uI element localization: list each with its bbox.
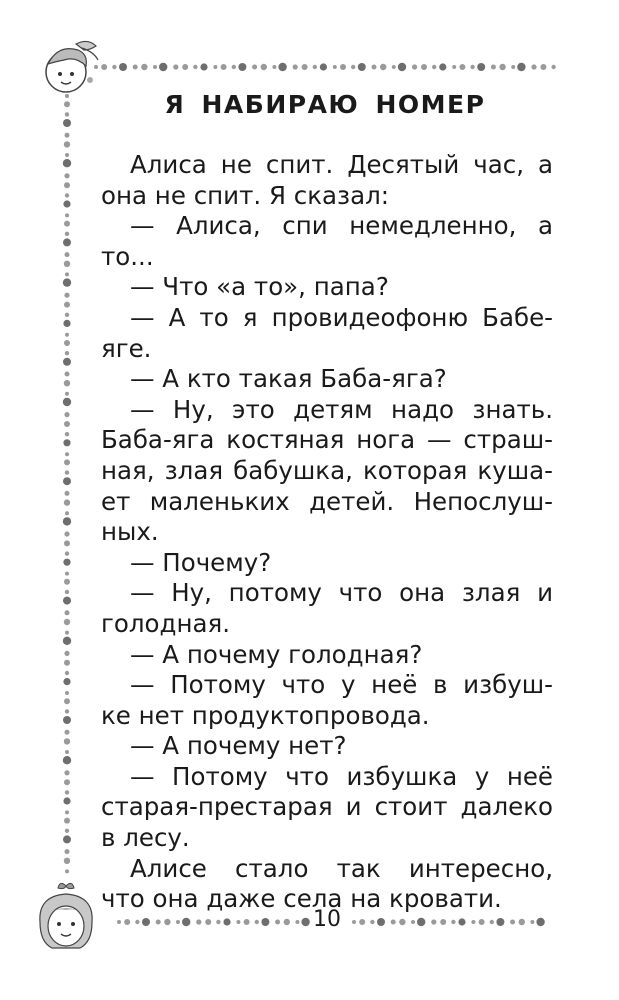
text-line: ке нет продуктопровода. [101,700,430,730]
decor-dot [65,94,69,98]
decor-dot [182,64,188,70]
decor-dot [65,849,70,854]
text-line: — Что «а то», папа? [130,272,389,302]
decor-dot [63,797,70,804]
decor-dot [517,63,525,71]
decor-dot [370,920,374,924]
decor-dot [417,918,425,926]
decor-dot [252,65,257,70]
decor-dot [64,818,70,824]
decor-dot [372,65,377,70]
decor-dot [452,65,456,69]
decor-dot [63,559,70,566]
text-line: — А почему голодная? [130,639,423,669]
decor-dot [65,133,70,138]
decor-dot [63,716,71,724]
decor-dot [223,918,230,925]
decor-dot [65,829,69,833]
decor-dot [221,64,227,70]
decor-dot [431,919,436,924]
decor-dot [64,293,69,298]
page-number: 10 [313,907,341,932]
decor-dot [392,65,396,69]
decor-dot [65,213,69,217]
decor-dot [64,459,70,465]
decor-dot [64,619,70,625]
decor-dot [64,221,70,227]
decor-dot [490,920,494,924]
decor-dot [164,919,170,925]
decor-dot [63,358,71,366]
decor-dot [411,920,415,924]
decor-dot [196,919,201,924]
text-line: ет маленьких детей. Непослуш- [101,486,553,516]
girl-face-icon [30,882,102,956]
decor-dot [133,65,138,70]
decor-dot [65,193,69,197]
decor-dot [213,65,217,69]
decor-dot [124,919,130,925]
decor-dot [119,63,127,71]
text-line: — Алиса, спи немедленно, а [130,211,553,241]
text-line: она не спит. Я сказал: [101,180,389,210]
decor-dot [64,770,69,775]
text-line: в лесу. [101,823,190,853]
chapter-text [101,150,553,915]
decor-dot [65,691,69,695]
decor-dot [65,810,69,814]
decor-dot [63,439,70,446]
decor-dot [261,918,269,926]
text-line: голодная. [101,608,231,638]
decor-dot [238,63,246,71]
decor-dot [65,252,70,257]
decor-dot [261,64,267,70]
decor-dot [64,421,70,427]
decor-dot [153,65,157,69]
decor-dot [295,920,299,924]
text-line: Баба-яга костяная нога — страш- [101,425,553,455]
left-dotted-border [60,92,74,882]
decor-dot [477,63,485,71]
top-dotted-border [92,60,562,74]
decor-dot [540,64,546,70]
decor-dot [471,920,475,924]
decor-dot [64,660,70,666]
decor-dot [65,671,69,675]
decor-dot [479,919,485,925]
decor-dot [64,858,70,864]
decor-dot [65,272,69,276]
decor-dot [380,64,386,70]
decor-dot [333,65,337,69]
text-line: — Потому что избушка у неё [130,761,553,791]
decor-dot [63,835,71,843]
decor-dot [182,918,190,926]
decor-dot [352,920,356,924]
decor-dot [65,709,69,713]
decor-dot [63,597,71,605]
decor-dot [278,63,286,71]
decor-dot [156,920,161,925]
decor-dot [65,112,69,116]
decor-dot [65,432,69,436]
decor-dot [65,491,70,496]
text-line: — А почему нет? [130,731,347,761]
decor-dot [232,65,236,69]
decor-dot [293,64,298,69]
text-line: старая-престарая и стоит далеко [101,792,553,822]
decor-dot [551,65,555,69]
text-line: — Ну, потому что она злая и [130,578,553,608]
decor-dot [64,779,70,785]
decor-dot [63,637,71,645]
decor-dot [101,64,107,70]
decor-dot [64,340,70,346]
decor-dot [65,333,69,337]
decor-dot [510,920,515,925]
decor-dot [65,590,69,594]
decor-dot [63,278,71,286]
decor-dot [193,65,197,69]
decor-dot [63,200,70,207]
decor-dot [536,918,544,926]
decor-dot [159,63,167,71]
decor-dot [135,920,139,924]
decor-dot [63,678,70,685]
text-line: ная, злая бабушка, которая куша- [101,455,553,485]
chapter-title: Я НАБИРАЮ НОМЕР [164,90,486,119]
decor-dot [421,64,427,70]
decor-dot [496,918,504,926]
decor-dot [440,919,446,925]
decor-dot [65,610,70,615]
decor-dot [439,63,446,70]
decor-dot [301,918,309,926]
decor-dot [65,470,69,474]
decor-dot [302,64,308,70]
decor-dot [531,64,536,69]
decor-dot [64,738,70,744]
decor-dot [340,64,346,70]
decor-dot [65,372,70,377]
decor-dot [459,64,465,70]
decor-dot [236,920,240,924]
decor-dot [64,531,69,536]
text-line: Алисе стало так интересно, [130,853,553,883]
decor-dot [284,919,290,925]
decor-dot [94,65,98,69]
decor-dot [65,551,69,555]
decor-dot [64,698,70,704]
decor-dot [64,261,70,267]
decor-dot [530,920,534,924]
decor-dot [470,65,474,69]
decor-dot [173,64,178,69]
decor-dot [491,65,496,70]
decor-dot [176,920,180,924]
decor-dot [519,919,525,925]
decor-dot [64,141,70,147]
decor-dot [63,756,71,764]
decor-dot [112,65,116,69]
decor-dot [63,320,70,327]
decor-dot [65,313,69,317]
decor-dot [65,730,70,735]
decor-dot [65,790,69,794]
bottom-right-dotted-border [350,915,555,929]
decor-dot [399,919,405,925]
decor-dot [65,392,69,396]
decor-dot [458,918,465,925]
decor-dot [511,65,515,69]
text-line: — А кто такая Баба-яга? [130,364,447,394]
decor-dot [65,750,69,754]
decor-dot [65,631,69,635]
decor-dot [65,232,69,236]
decor-dot [63,159,71,167]
decor-dot [65,572,69,576]
decor-dot [451,920,455,924]
decor-dot [64,540,70,546]
decor-dot [63,477,71,485]
decor-dot [359,919,365,925]
decor-dot [65,452,69,456]
decor-dot [63,517,71,525]
decor-dot [65,351,69,355]
decor-dot [320,63,327,70]
text-line: — Ну, это детям надо знать. [130,394,553,424]
decor-dot [63,398,71,406]
decor-dot [64,173,69,178]
decor-dot [313,65,317,69]
text-line: то... [101,241,154,271]
decor-dot [64,499,70,505]
decor-dot [65,511,69,515]
decor-dot [142,918,150,926]
text-line: что она даже села на кровати. [101,884,502,914]
decor-dot [499,64,505,70]
decor-dot [64,380,70,386]
decor-dot [64,579,70,585]
decor-dot [391,920,396,925]
decor-dot [255,920,259,924]
bottom-left-dotted-border [115,915,310,929]
decor-dot [141,64,147,70]
text-line: — А то я провидеофоню Бабе- [130,302,553,332]
decor-dot [244,919,250,925]
decor-dot [65,153,69,157]
text-line: — Почему? [130,547,272,577]
decor-dot [64,302,70,308]
decor-dot [272,65,276,69]
text-line: яге. [101,333,152,363]
decor-dot [275,920,280,925]
decor-dot [200,63,207,70]
decor-dot [205,919,211,925]
decor-dot [351,65,355,69]
decor-dot [64,101,70,107]
decor-dot [398,63,406,71]
decor-dot [64,651,69,656]
decor-dot [412,64,417,69]
decor-dot [432,65,436,69]
decor-dot [377,918,385,926]
text-line: ных. [101,517,159,547]
decor-dot [117,920,121,924]
decor-dot [64,412,69,417]
decor-dot [216,920,220,924]
text-line: — Потому что у неё в избуш- [130,670,553,700]
decor-dot [64,182,70,188]
decor-dot [63,119,71,127]
decor-dot [63,238,71,246]
decor-dot [65,869,69,873]
decor-dot [358,63,366,71]
text-line: Алиса не спит. Десятый час, а [130,150,553,179]
